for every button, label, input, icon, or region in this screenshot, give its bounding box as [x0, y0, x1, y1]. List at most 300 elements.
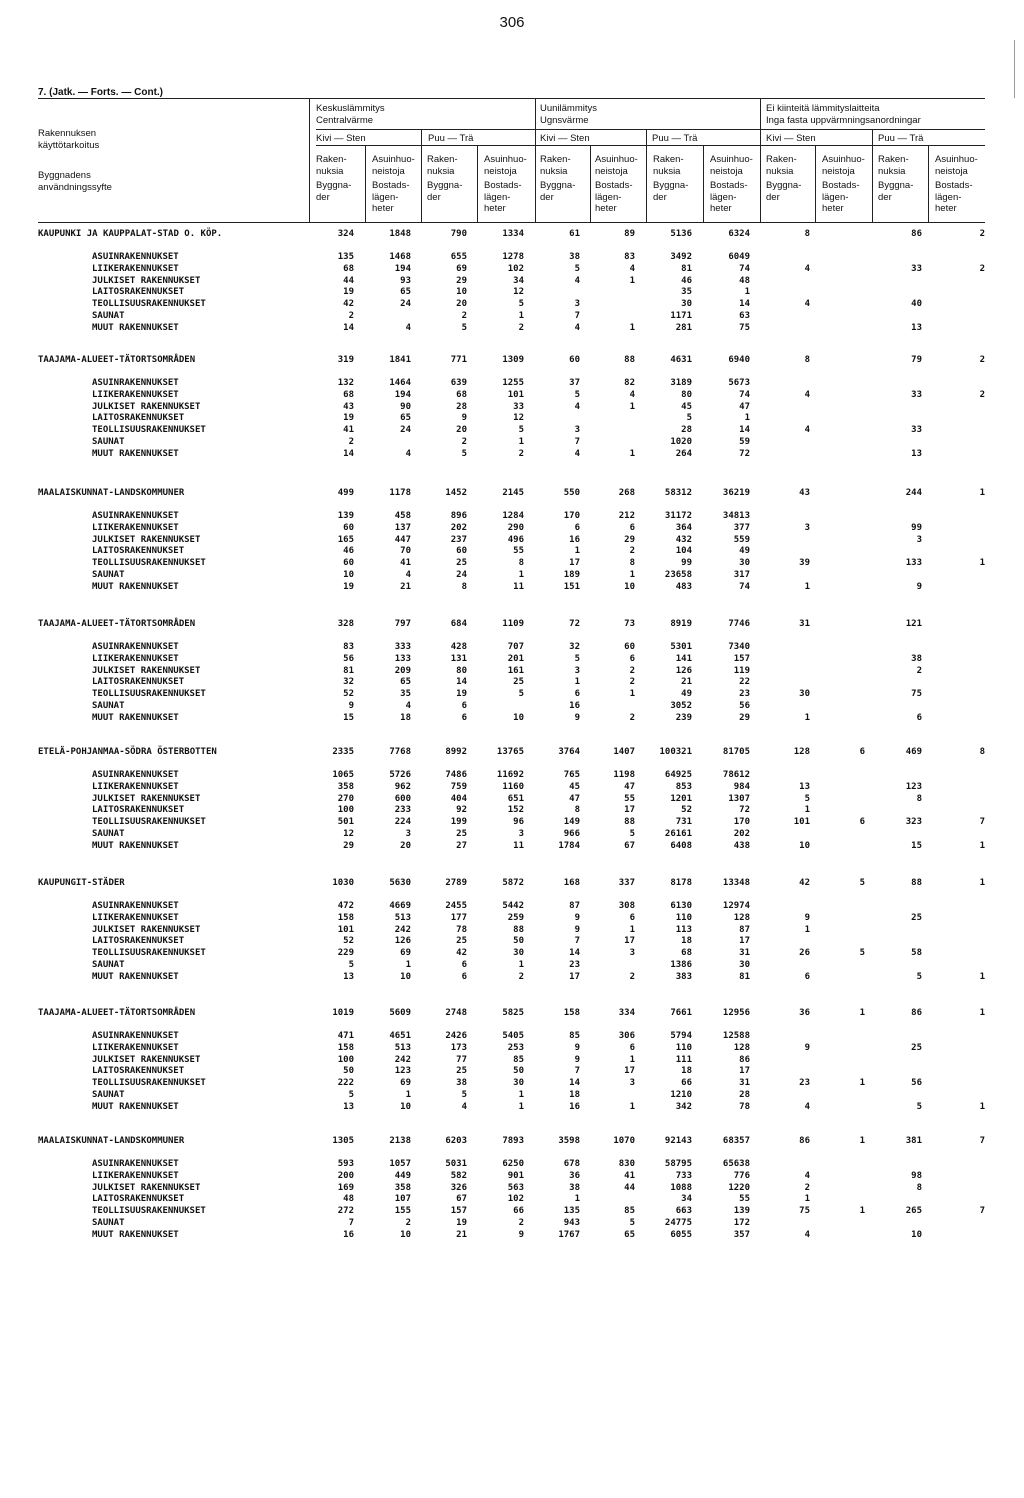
table-cell: 2 — [629, 666, 635, 676]
table-cell: 212 — [618, 511, 635, 521]
table-cell: 20 — [400, 841, 411, 851]
table-cell: 364 — [675, 523, 692, 533]
col-buildings-sv: Byggna- der — [653, 180, 689, 203]
table-cell: 74 — [739, 264, 750, 274]
table-cell: 1784 — [558, 841, 580, 851]
table-cell: 10 — [400, 1230, 411, 1240]
table-cell: 1 — [744, 413, 750, 423]
table-cell: 31 — [739, 1078, 750, 1088]
table-cell: 74 — [739, 390, 750, 400]
table-cell: 68 — [343, 390, 354, 400]
table-cell: 18 — [569, 1090, 580, 1100]
table-cell: 55 — [624, 794, 635, 804]
page-edge-mark — [1014, 40, 1015, 98]
table-cell: 9 — [574, 713, 580, 723]
row-label: LAITOSRAKENNUKSET — [92, 677, 185, 687]
table-cell: 33 — [513, 402, 524, 412]
table-cell: 19 — [343, 413, 354, 423]
table-cell: 3492 — [670, 252, 692, 262]
table-cell: 78612 — [722, 770, 750, 780]
table-cell: 14 — [569, 948, 580, 958]
table-cell: 6 — [859, 747, 865, 757]
table-cell: 83 — [624, 252, 635, 262]
table-cell: 68 — [456, 390, 467, 400]
table-cell: 2335 — [332, 747, 354, 757]
table-cell: 7661 — [670, 1008, 692, 1018]
col-buildings-sv: Byggna- der — [540, 180, 576, 203]
table-cell: 1 — [629, 925, 635, 935]
table-cell: 43 — [343, 402, 354, 412]
table-cell: 72 — [739, 449, 750, 459]
table-cell: 984 — [733, 782, 750, 792]
table-row — [0, 390, 1024, 402]
table-cell: 2 — [629, 713, 635, 723]
table-cell: 21 — [400, 582, 411, 592]
row-label: SAUNAT — [92, 1090, 125, 1100]
table-row — [0, 252, 1024, 264]
table-cell: 132 — [337, 378, 354, 388]
table-cell: 165 — [337, 535, 354, 545]
heating-group-sv: Centralvärme — [316, 115, 374, 126]
table-cell: 6 — [461, 701, 467, 711]
table-cell: 1 — [629, 689, 635, 699]
table-cell: 10 — [400, 1102, 411, 1112]
table-cell: 58 — [911, 948, 922, 958]
table-cell: 1 — [518, 570, 524, 580]
table-cell: 1 — [405, 1090, 411, 1100]
table-cell: 46 — [681, 276, 692, 286]
table-cell: 24 — [400, 299, 411, 309]
table-row — [0, 425, 1024, 437]
page-number: 306 — [499, 14, 525, 31]
header-rule — [38, 222, 985, 223]
table-cell: 1 — [574, 546, 580, 556]
table-cell: 14 — [343, 323, 354, 333]
section-total-row — [0, 488, 1024, 500]
table-cell: 45 — [681, 402, 692, 412]
table-cell: 82 — [624, 378, 635, 388]
table-row — [0, 805, 1024, 817]
table-cell: 6130 — [670, 901, 692, 911]
table-cell: 8 — [574, 805, 580, 815]
table-cell: 1 — [979, 1102, 985, 1112]
table-cell: 1 — [518, 1090, 524, 1100]
table-cell: 3764 — [558, 747, 580, 757]
table-cell: 237 — [450, 535, 467, 545]
table-cell: 63 — [739, 311, 750, 321]
table-cell: 7 — [979, 1136, 985, 1146]
table-row — [0, 437, 1024, 449]
table-cell: 13 — [911, 323, 922, 333]
table-cell: 75 — [799, 1206, 810, 1216]
table-cell: 513 — [394, 913, 411, 923]
table-cell: 244 — [905, 488, 922, 498]
table-cell: 1 — [629, 449, 635, 459]
table-row — [0, 782, 1024, 794]
table-cell: 323 — [905, 817, 922, 827]
table-cell: 37 — [569, 378, 580, 388]
col-buildings-fi: Raken- nuksia — [878, 154, 909, 177]
table-cell: 39 — [799, 558, 810, 568]
table-cell: 98 — [911, 1171, 922, 1181]
table-cell: 42 — [343, 299, 354, 309]
table-cell: 6 — [804, 972, 810, 982]
col-dwellings-fi: Asuinhuo- neistoja — [372, 154, 415, 177]
table-cell: 72 — [569, 619, 580, 629]
table-cell: 4 — [574, 449, 580, 459]
table-cell: 1307 — [728, 794, 750, 804]
table-row — [0, 1194, 1024, 1206]
table-cell: 1 — [804, 925, 810, 935]
table-cell: 11692 — [496, 770, 524, 780]
table-cell: 3 — [574, 666, 580, 676]
table-cell: 141 — [675, 654, 692, 664]
col-buildings-fi: Raken- nuksia — [540, 154, 571, 177]
table-cell: 1160 — [502, 782, 524, 792]
table-cell: 29 — [456, 276, 467, 286]
table-cell: 1848 — [389, 229, 411, 239]
table-cell: 962 — [394, 782, 411, 792]
table-cell: 100 — [337, 1055, 354, 1065]
table-cell: 7 — [574, 437, 580, 447]
table-cell: 60 — [343, 558, 354, 568]
table-cell: 28 — [456, 402, 467, 412]
row-label: TEOLLISUUSRAKENNUKSET — [92, 425, 206, 435]
table-cell: 472 — [337, 901, 354, 911]
table-cell: 101 — [793, 817, 810, 827]
table-cell: 381 — [905, 1136, 922, 1146]
section-label: TAAJAMA-ALUEET-TÄTORTSOMRÅDEN — [38, 1008, 196, 1018]
table-cell: 68 — [343, 264, 354, 274]
table-cell: 1 — [859, 1136, 865, 1146]
table-cell: 2145 — [502, 488, 524, 498]
row-label: MUUT RAKENNUKSET — [92, 1230, 179, 1240]
table-cell: 2789 — [445, 878, 467, 888]
table-cell: 222 — [337, 1078, 354, 1088]
table-cell: 7 — [574, 311, 580, 321]
table-cell: 60 — [456, 546, 467, 556]
table-cell: 111 — [675, 1055, 692, 1065]
table-cell: 24 — [400, 425, 411, 435]
table-row — [0, 770, 1024, 782]
table-cell: 6055 — [670, 1230, 692, 1240]
table-cell: 270 — [337, 794, 354, 804]
table-row — [0, 642, 1024, 654]
row-label: MUUT RAKENNUKSET — [92, 972, 179, 982]
table-cell: 25 — [513, 677, 524, 687]
table-cell: 86 — [799, 1136, 810, 1146]
table-cell: 5 — [348, 960, 354, 970]
table-cell: 4 — [804, 299, 810, 309]
table-cell: 93 — [400, 276, 411, 286]
table-cell: 14 — [739, 299, 750, 309]
section-label: MAALAISKUNNAT-LANDSKOMMUNER — [38, 1136, 185, 1146]
table-cell: 5 — [461, 1090, 467, 1100]
table-cell: 233 — [394, 805, 411, 815]
table-row — [0, 1031, 1024, 1043]
table-cell: 86 — [911, 1008, 922, 1018]
table-cell: 25 — [456, 1066, 467, 1076]
table-cell: 23 — [799, 1078, 810, 1088]
header-divider — [590, 146, 591, 222]
table-cell: 23658 — [664, 570, 692, 580]
table-cell: 11 — [513, 582, 524, 592]
table-cell: 9 — [574, 1055, 580, 1065]
table-cell: 87 — [739, 925, 750, 935]
table-cell: 8 — [916, 1183, 922, 1193]
table-cell: 88 — [513, 925, 524, 935]
table-cell: 41 — [343, 425, 354, 435]
table-cell: 47 — [624, 782, 635, 792]
table-cell: 88 — [624, 817, 635, 827]
table-cell: 66 — [513, 1206, 524, 1216]
table-cell: 200 — [337, 1171, 354, 1181]
row-label: LIIKERAKENNUKSET — [92, 654, 179, 664]
table-cell: 209 — [394, 666, 411, 676]
table-cell: 3598 — [558, 1136, 580, 1146]
table-row — [0, 1043, 1024, 1055]
table-cell: 5 — [518, 299, 524, 309]
table-cell: 74 — [739, 582, 750, 592]
table-cell: 5794 — [670, 1031, 692, 1041]
table-cell: 92143 — [664, 1136, 692, 1146]
table-cell: 3 — [629, 948, 635, 958]
table-row — [0, 972, 1024, 984]
table-cell: 1464 — [389, 378, 411, 388]
table-cell: 30 — [739, 558, 750, 568]
table-cell: 48 — [343, 1194, 354, 1204]
table-cell: 449 — [394, 1171, 411, 1181]
table-cell: 5 — [916, 1102, 922, 1112]
table-cell: 47 — [569, 794, 580, 804]
row-label: LIIKERAKENNUKSET — [92, 264, 179, 274]
table-cell: 139 — [337, 511, 354, 521]
table-cell: 14 — [343, 449, 354, 459]
table-cell: 31172 — [664, 511, 692, 521]
row-label: TEOLLISUUSRAKENNUKSET — [92, 299, 206, 309]
table-row — [0, 558, 1024, 570]
table-cell: 70 — [400, 546, 411, 556]
table-row — [0, 323, 1024, 335]
table-cell: 2138 — [389, 1136, 411, 1146]
table-cell: 29 — [739, 713, 750, 723]
col-buildings-sv: Byggna- der — [878, 180, 914, 203]
table-cell: 264 — [675, 449, 692, 459]
row-label: TEOLLISUUSRAKENNUKSET — [92, 1078, 206, 1088]
table-cell: 170 — [563, 511, 580, 521]
table-cell: 128 — [793, 747, 810, 757]
table-cell: 69 — [400, 948, 411, 958]
table-cell: 4651 — [389, 1031, 411, 1041]
table-cell: 1 — [979, 972, 985, 982]
table-cell: 6 — [629, 654, 635, 664]
table-cell: 550 — [563, 488, 580, 498]
table-cell: 42 — [456, 948, 467, 958]
table-cell: 333 — [394, 642, 411, 652]
table-cell: 25 — [456, 829, 467, 839]
table-cell: 290 — [507, 523, 524, 533]
table-cell: 707 — [507, 642, 524, 652]
table-cell: 20 — [456, 299, 467, 309]
table-cell: 60 — [624, 642, 635, 652]
table-cell: 68357 — [722, 1136, 750, 1146]
table-cell: 60 — [343, 523, 354, 533]
section-total-row — [0, 229, 1024, 241]
table-cell: 135 — [563, 1206, 580, 1216]
table-cell: 1178 — [389, 488, 411, 498]
table-cell: 30 — [799, 689, 810, 699]
table-cell: 100 — [337, 805, 354, 815]
table-cell: 155 — [394, 1206, 411, 1216]
table-cell: 75 — [911, 689, 922, 699]
table-cell: 36 — [799, 1008, 810, 1018]
table-cell: 496 — [507, 535, 524, 545]
table-cell: 14 — [739, 425, 750, 435]
table-row — [0, 1066, 1024, 1078]
table-cell: 77 — [456, 1055, 467, 1065]
table-cell: 60 — [569, 355, 580, 365]
table-cell: 27 — [456, 841, 467, 851]
table-cell: 239 — [675, 713, 692, 723]
table-cell: 8 — [916, 794, 922, 804]
table-cell: 61 — [569, 229, 580, 239]
table-cell: 14 — [456, 677, 467, 687]
heating-group-fi: Keskuslämmitys — [316, 103, 385, 114]
row-label: ASUINRAKENNUKSET — [92, 642, 179, 652]
table-cell: 80 — [456, 666, 467, 676]
table-cell: 13 — [343, 972, 354, 982]
table-cell: 663 — [675, 1206, 692, 1216]
table-cell: 10 — [400, 972, 411, 982]
section-label: TAAJAMA-ALUEET-TÄTORTSOMRÅDEN — [38, 355, 196, 365]
table-cell: 52 — [343, 936, 354, 946]
table-cell: 563 — [507, 1183, 524, 1193]
table-cell: 151 — [563, 582, 580, 592]
table-cell: 6324 — [728, 229, 750, 239]
table-cell: 83 — [343, 642, 354, 652]
table-cell: 319 — [337, 355, 354, 365]
table-cell: 6 — [916, 713, 922, 723]
table-row — [0, 901, 1024, 913]
table-cell: 13 — [911, 449, 922, 459]
table-cell: 12974 — [722, 901, 750, 911]
row-label: JULKISET RAKENNUKSET — [92, 666, 201, 676]
table-cell: 49 — [739, 546, 750, 556]
row-label: SAUNAT — [92, 829, 125, 839]
table-cell: 447 — [394, 535, 411, 545]
table-cell: 1841 — [389, 355, 411, 365]
row-label: ASUINRAKENNUKSET — [92, 770, 179, 780]
table-cell: 358 — [394, 1183, 411, 1193]
table-cell: 4 — [629, 264, 635, 274]
table-cell: 173 — [450, 1043, 467, 1053]
table-row — [0, 1102, 1024, 1114]
section-label: KAUPUNKI JA KAUPPALAT-STAD O. KÖP. — [38, 229, 223, 239]
table-cell: 41 — [400, 558, 411, 568]
table-cell: 317 — [733, 570, 750, 580]
table-cell: 17 — [569, 972, 580, 982]
table-cell: 58312 — [664, 488, 692, 498]
table-cell: 224 — [394, 817, 411, 827]
table-cell: 1 — [744, 287, 750, 297]
table-row — [0, 913, 1024, 925]
table-cell: 776 — [733, 1171, 750, 1181]
table-cell: 85 — [569, 1031, 580, 1041]
table-cell: 5 — [574, 390, 580, 400]
table-cell: 1452 — [445, 488, 467, 498]
table-cell: 4 — [405, 570, 411, 580]
table-cell: 13765 — [496, 747, 524, 757]
table-cell: 13 — [343, 1102, 354, 1112]
table-cell: 67 — [456, 1194, 467, 1204]
table-cell: 10 — [343, 570, 354, 580]
table-row — [0, 378, 1024, 390]
table-cell: 1171 — [670, 311, 692, 321]
table-cell: 513 — [394, 1043, 411, 1053]
table-cell: 68 — [681, 948, 692, 958]
table-cell: 55 — [739, 1194, 750, 1204]
table-cell: 5 — [574, 264, 580, 274]
table-cell: 853 — [675, 782, 692, 792]
table-cell: 1 — [629, 570, 635, 580]
table-cell: 9 — [804, 913, 810, 923]
table-row — [0, 1230, 1024, 1242]
table-cell: 26 — [799, 948, 810, 958]
table-cell: 9 — [461, 413, 467, 423]
table-cell: 33 — [911, 264, 922, 274]
table-cell: 8992 — [445, 747, 467, 757]
table-cell: 85 — [513, 1055, 524, 1065]
table-cell: 966 — [563, 829, 580, 839]
table-cell: 5031 — [445, 1159, 467, 1169]
row-label: MUUT RAKENNUKSET — [92, 449, 179, 459]
table-cell: 4631 — [670, 355, 692, 365]
table-cell: 88 — [624, 355, 635, 365]
table-cell: 2 — [979, 229, 985, 239]
table-cell: 17 — [624, 936, 635, 946]
table-cell: 149 — [563, 817, 580, 827]
table-cell: 4 — [804, 390, 810, 400]
table-cell: 8919 — [670, 619, 692, 629]
table-cell: 5 — [686, 413, 692, 423]
table-cell: 6 — [629, 523, 635, 533]
table-cell: 1 — [518, 960, 524, 970]
table-cell: 8 — [804, 355, 810, 365]
row-label: LAITOSRAKENNUKSET — [92, 805, 185, 815]
table-cell: 201 — [507, 654, 524, 664]
header-divider — [477, 146, 478, 222]
table-cell: 242 — [394, 925, 411, 935]
table-cell: 21 — [681, 677, 692, 687]
col-dwellings-sv: Bostads- lägen- heter — [710, 180, 748, 214]
table-cell: 1109 — [502, 619, 524, 629]
table-cell: 110 — [675, 1043, 692, 1053]
table-cell: 342 — [675, 1102, 692, 1112]
table-cell: 2 — [461, 437, 467, 447]
table-cell: 18 — [681, 936, 692, 946]
table-cell: 5 — [916, 972, 922, 982]
table-row — [0, 1078, 1024, 1090]
table-cell: 3 — [574, 299, 580, 309]
table-cell: 14 — [569, 1078, 580, 1088]
table-cell: 41 — [624, 1171, 635, 1181]
row-label: MUUT RAKENNUKSET — [92, 713, 179, 723]
header-divider — [928, 146, 929, 222]
table-cell: 2 — [629, 972, 635, 982]
table-cell: 17 — [624, 805, 635, 815]
table-cell: 23 — [739, 689, 750, 699]
table-cell: 87 — [569, 901, 580, 911]
